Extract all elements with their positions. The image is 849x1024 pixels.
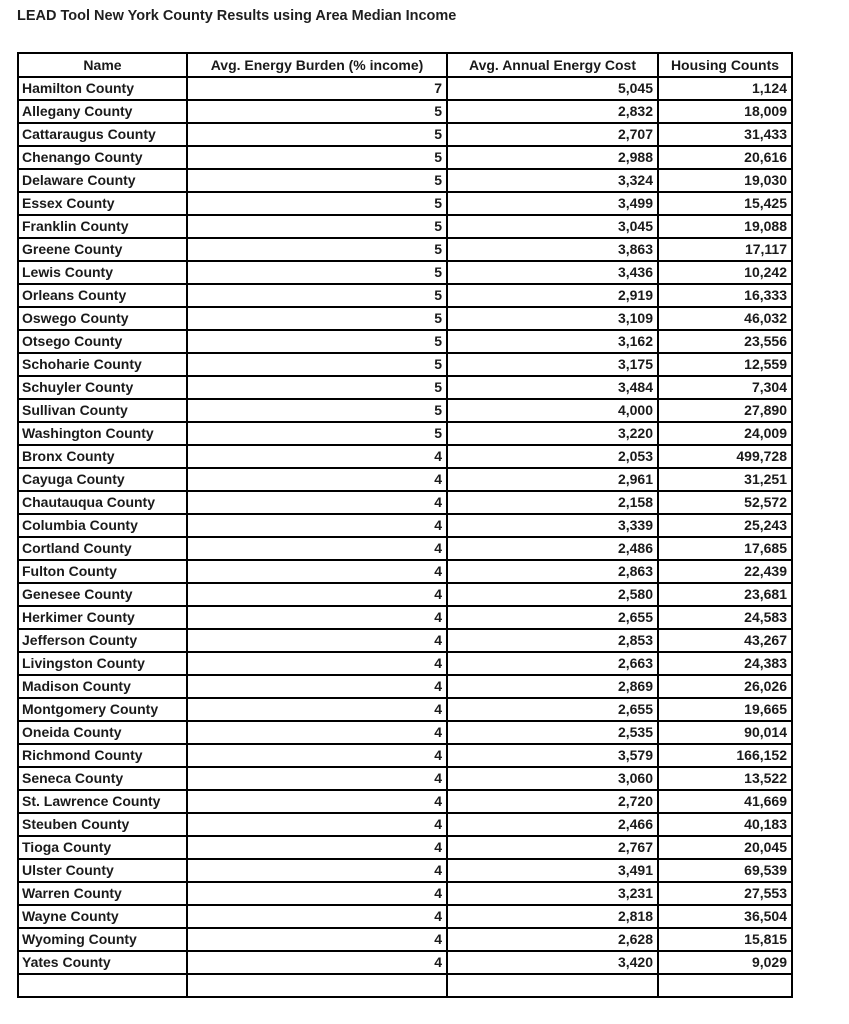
housing-count-cell: 19,088 <box>658 215 792 238</box>
energy-burden-cell: 4 <box>187 560 447 583</box>
energy-cost-cell: 2,919 <box>447 284 658 307</box>
energy-cost-cell: 2,707 <box>447 123 658 146</box>
county-name-cell: Wyoming County <box>18 928 187 951</box>
county-name-cell: Steuben County <box>18 813 187 836</box>
county-name-cell: Sullivan County <box>18 399 187 422</box>
energy-cost-cell: 2,580 <box>447 583 658 606</box>
energy-burden-cell: 4 <box>187 882 447 905</box>
energy-cost-cell: 2,466 <box>447 813 658 836</box>
energy-burden-cell: 7 <box>187 77 447 100</box>
county-name-cell: Franklin County <box>18 215 187 238</box>
county-name-cell: Bronx County <box>18 445 187 468</box>
housing-count-cell: 69,539 <box>658 859 792 882</box>
housing-count-cell: 17,117 <box>658 238 792 261</box>
energy-cost-cell: 3,060 <box>447 767 658 790</box>
table-row <box>18 514 792 537</box>
energy-burden-cell: 5 <box>187 330 447 353</box>
energy-cost-cell: 3,231 <box>447 882 658 905</box>
county-name-cell: Fulton County <box>18 560 187 583</box>
energy-burden-cell: 4 <box>187 629 447 652</box>
energy-burden-cell: 4 <box>187 836 447 859</box>
county-name-cell: Otsego County <box>18 330 187 353</box>
table-row <box>18 675 792 698</box>
table-row <box>18 215 792 238</box>
table-body <box>18 77 792 997</box>
table-row <box>18 652 792 675</box>
housing-count-cell: 25,243 <box>658 514 792 537</box>
housing-count-cell <box>658 974 792 997</box>
energy-burden-cell: 4 <box>187 675 447 698</box>
energy-cost-cell: 3,109 <box>447 307 658 330</box>
housing-count-cell: 46,032 <box>658 307 792 330</box>
housing-count-cell: 40,183 <box>658 813 792 836</box>
county-name-cell: Wayne County <box>18 905 187 928</box>
energy-cost-cell: 2,486 <box>447 537 658 560</box>
table-row <box>18 192 792 215</box>
housing-count-cell: 36,504 <box>658 905 792 928</box>
housing-count-cell: 23,681 <box>658 583 792 606</box>
energy-burden-cell: 4 <box>187 468 447 491</box>
housing-count-cell: 31,251 <box>658 468 792 491</box>
table-row <box>18 928 792 951</box>
energy-burden-cell: 5 <box>187 376 447 399</box>
energy-cost-cell: 3,045 <box>447 215 658 238</box>
table-row <box>18 836 792 859</box>
housing-count-cell: 19,665 <box>658 698 792 721</box>
table-row <box>18 238 792 261</box>
housing-count-cell: 26,026 <box>658 675 792 698</box>
housing-count-cell: 15,815 <box>658 928 792 951</box>
county-name-cell: Yates County <box>18 951 187 974</box>
energy-cost-cell: 3,491 <box>447 859 658 882</box>
housing-count-cell: 23,556 <box>658 330 792 353</box>
header-row <box>18 53 792 77</box>
table-row <box>18 353 792 376</box>
energy-cost-cell: 2,832 <box>447 100 658 123</box>
energy-burden-cell: 5 <box>187 123 447 146</box>
table-row <box>18 629 792 652</box>
county-name-cell: Orleans County <box>18 284 187 307</box>
energy-cost-cell: 2,869 <box>447 675 658 698</box>
county-name-cell: Lewis County <box>18 261 187 284</box>
energy-burden-cell: 5 <box>187 100 447 123</box>
housing-count-cell: 27,890 <box>658 399 792 422</box>
energy-cost-cell: 2,863 <box>447 560 658 583</box>
county-name-cell: Chenango County <box>18 146 187 169</box>
table-row <box>18 606 792 629</box>
housing-count-cell: 7,304 <box>658 376 792 399</box>
energy-cost-cell: 3,484 <box>447 376 658 399</box>
energy-cost-cell: 3,220 <box>447 422 658 445</box>
energy-burden-cell: 4 <box>187 537 447 560</box>
table-row <box>18 721 792 744</box>
table-row <box>18 445 792 468</box>
housing-count-cell: 24,583 <box>658 606 792 629</box>
energy-burden-cell: 4 <box>187 928 447 951</box>
energy-cost-cell: 2,853 <box>447 629 658 652</box>
energy-cost-cell: 2,961 <box>447 468 658 491</box>
housing-count-cell: 15,425 <box>658 192 792 215</box>
table-row <box>18 261 792 284</box>
housing-count-cell: 20,616 <box>658 146 792 169</box>
energy-cost-cell: 2,767 <box>447 836 658 859</box>
energy-burden-cell: 4 <box>187 790 447 813</box>
county-name-cell: Seneca County <box>18 767 187 790</box>
table-row <box>18 376 792 399</box>
housing-count-cell: 24,009 <box>658 422 792 445</box>
page-title: LEAD Tool New York County Results using Area Median Income <box>17 8 457 24</box>
county-name-cell: Oneida County <box>18 721 187 744</box>
energy-burden-cell: 4 <box>187 721 447 744</box>
table-row <box>18 859 792 882</box>
energy-cost-cell: 3,420 <box>447 951 658 974</box>
housing-count-cell: 9,029 <box>658 951 792 974</box>
county-name-cell: Montgomery County <box>18 698 187 721</box>
county-name-cell: Allegany County <box>18 100 187 123</box>
energy-burden-cell: 4 <box>187 652 447 675</box>
table-row <box>18 882 792 905</box>
energy-burden-cell: 4 <box>187 905 447 928</box>
energy-burden-cell: 5 <box>187 284 447 307</box>
housing-count-cell: 90,014 <box>658 721 792 744</box>
housing-count-cell: 499,728 <box>658 445 792 468</box>
table-row <box>18 767 792 790</box>
column-header-housing-counts: Housing Counts <box>658 53 792 77</box>
energy-burden-cell: 5 <box>187 353 447 376</box>
energy-burden-cell: 4 <box>187 491 447 514</box>
energy-burden-cell: 5 <box>187 307 447 330</box>
county-name-cell: Warren County <box>18 882 187 905</box>
county-name-cell: Oswego County <box>18 307 187 330</box>
table-row <box>18 146 792 169</box>
table-row <box>18 951 792 974</box>
table-row <box>18 468 792 491</box>
table-row <box>18 491 792 514</box>
county-name-cell: Richmond County <box>18 744 187 767</box>
housing-count-cell: 52,572 <box>658 491 792 514</box>
table-row <box>18 307 792 330</box>
housing-count-cell: 12,559 <box>658 353 792 376</box>
energy-burden-cell: 4 <box>187 951 447 974</box>
county-name-cell: Hamilton County <box>18 77 187 100</box>
county-name-cell: Schuyler County <box>18 376 187 399</box>
county-name-cell: Madison County <box>18 675 187 698</box>
county-name-cell <box>18 974 187 997</box>
county-name-cell: Jefferson County <box>18 629 187 652</box>
table-row <box>18 744 792 767</box>
energy-cost-cell: 2,818 <box>447 905 658 928</box>
county-name-cell: St. Lawrence County <box>18 790 187 813</box>
energy-cost-cell <box>447 974 658 997</box>
housing-count-cell: 1,124 <box>658 77 792 100</box>
energy-cost-cell: 3,339 <box>447 514 658 537</box>
energy-cost-cell: 3,162 <box>447 330 658 353</box>
energy-cost-cell: 2,535 <box>447 721 658 744</box>
table-row <box>18 905 792 928</box>
county-name-cell: Livingston County <box>18 652 187 675</box>
housing-count-cell: 18,009 <box>658 100 792 123</box>
energy-burden-cell: 4 <box>187 859 447 882</box>
column-header-energy-burden: Avg. Energy Burden (% income) <box>187 53 447 77</box>
table-row <box>18 399 792 422</box>
county-name-cell: Chautauqua County <box>18 491 187 514</box>
housing-count-cell: 16,333 <box>658 284 792 307</box>
energy-burden-cell: 4 <box>187 744 447 767</box>
table-row <box>18 169 792 192</box>
energy-cost-cell: 2,158 <box>447 491 658 514</box>
energy-burden-cell: 5 <box>187 169 447 192</box>
energy-cost-cell: 2,663 <box>447 652 658 675</box>
energy-burden-cell: 4 <box>187 813 447 836</box>
county-name-cell: Delaware County <box>18 169 187 192</box>
table-row <box>18 583 792 606</box>
housing-count-cell: 19,030 <box>658 169 792 192</box>
housing-count-cell: 43,267 <box>658 629 792 652</box>
energy-burden-cell: 4 <box>187 767 447 790</box>
energy-burden-cell: 5 <box>187 215 447 238</box>
table-row <box>18 698 792 721</box>
energy-cost-cell: 2,655 <box>447 606 658 629</box>
housing-count-cell: 41,669 <box>658 790 792 813</box>
energy-burden-cell: 4 <box>187 583 447 606</box>
county-name-cell: Cortland County <box>18 537 187 560</box>
energy-burden-cell: 4 <box>187 514 447 537</box>
energy-burden-cell: 4 <box>187 445 447 468</box>
county-name-cell: Tioga County <box>18 836 187 859</box>
energy-cost-cell: 2,988 <box>447 146 658 169</box>
table-row <box>18 284 792 307</box>
housing-count-cell: 27,553 <box>658 882 792 905</box>
housing-count-cell: 13,522 <box>658 767 792 790</box>
table-row-partial <box>18 974 792 997</box>
table-row <box>18 813 792 836</box>
housing-count-cell: 31,433 <box>658 123 792 146</box>
county-name-cell: Schoharie County <box>18 353 187 376</box>
table-row <box>18 422 792 445</box>
county-name-cell: Genesee County <box>18 583 187 606</box>
energy-burden-cell: 5 <box>187 399 447 422</box>
housing-count-cell: 22,439 <box>658 560 792 583</box>
energy-cost-cell: 3,175 <box>447 353 658 376</box>
energy-burden-cell: 5 <box>187 192 447 215</box>
column-header-energy-cost: Avg. Annual Energy Cost <box>447 53 658 77</box>
energy-cost-cell: 3,579 <box>447 744 658 767</box>
county-name-cell: Columbia County <box>18 514 187 537</box>
table-row <box>18 77 792 100</box>
county-name-cell: Cayuga County <box>18 468 187 491</box>
energy-cost-cell: 2,655 <box>447 698 658 721</box>
energy-burden-cell <box>187 974 447 997</box>
county-name-cell: Greene County <box>18 238 187 261</box>
energy-cost-cell: 3,324 <box>447 169 658 192</box>
energy-cost-cell: 3,499 <box>447 192 658 215</box>
table-row <box>18 560 792 583</box>
housing-count-cell: 17,685 <box>658 537 792 560</box>
energy-cost-cell: 5,045 <box>447 77 658 100</box>
county-name-cell: Ulster County <box>18 859 187 882</box>
energy-cost-cell: 3,436 <box>447 261 658 284</box>
energy-burden-cell: 5 <box>187 146 447 169</box>
county-name-cell: Herkimer County <box>18 606 187 629</box>
table-row <box>18 330 792 353</box>
table-row <box>18 790 792 813</box>
housing-count-cell: 10,242 <box>658 261 792 284</box>
energy-burden-cell: 4 <box>187 698 447 721</box>
energy-cost-cell: 2,053 <box>447 445 658 468</box>
energy-burden-cell: 5 <box>187 261 447 284</box>
energy-burden-cell: 4 <box>187 606 447 629</box>
table-row <box>18 537 792 560</box>
energy-cost-cell: 4,000 <box>447 399 658 422</box>
housing-count-cell: 20,045 <box>658 836 792 859</box>
energy-burden-cell: 5 <box>187 238 447 261</box>
table-row <box>18 123 792 146</box>
housing-count-cell: 24,383 <box>658 652 792 675</box>
energy-cost-cell: 2,720 <box>447 790 658 813</box>
lead-results-table <box>17 52 793 998</box>
energy-cost-cell: 3,863 <box>447 238 658 261</box>
county-name-cell: Cattaraugus County <box>18 123 187 146</box>
column-header-name: Name <box>18 53 187 77</box>
county-name-cell: Essex County <box>18 192 187 215</box>
county-name-cell: Washington County <box>18 422 187 445</box>
energy-cost-cell: 2,628 <box>447 928 658 951</box>
housing-count-cell: 166,152 <box>658 744 792 767</box>
table-row <box>18 100 792 123</box>
energy-burden-cell: 5 <box>187 422 447 445</box>
